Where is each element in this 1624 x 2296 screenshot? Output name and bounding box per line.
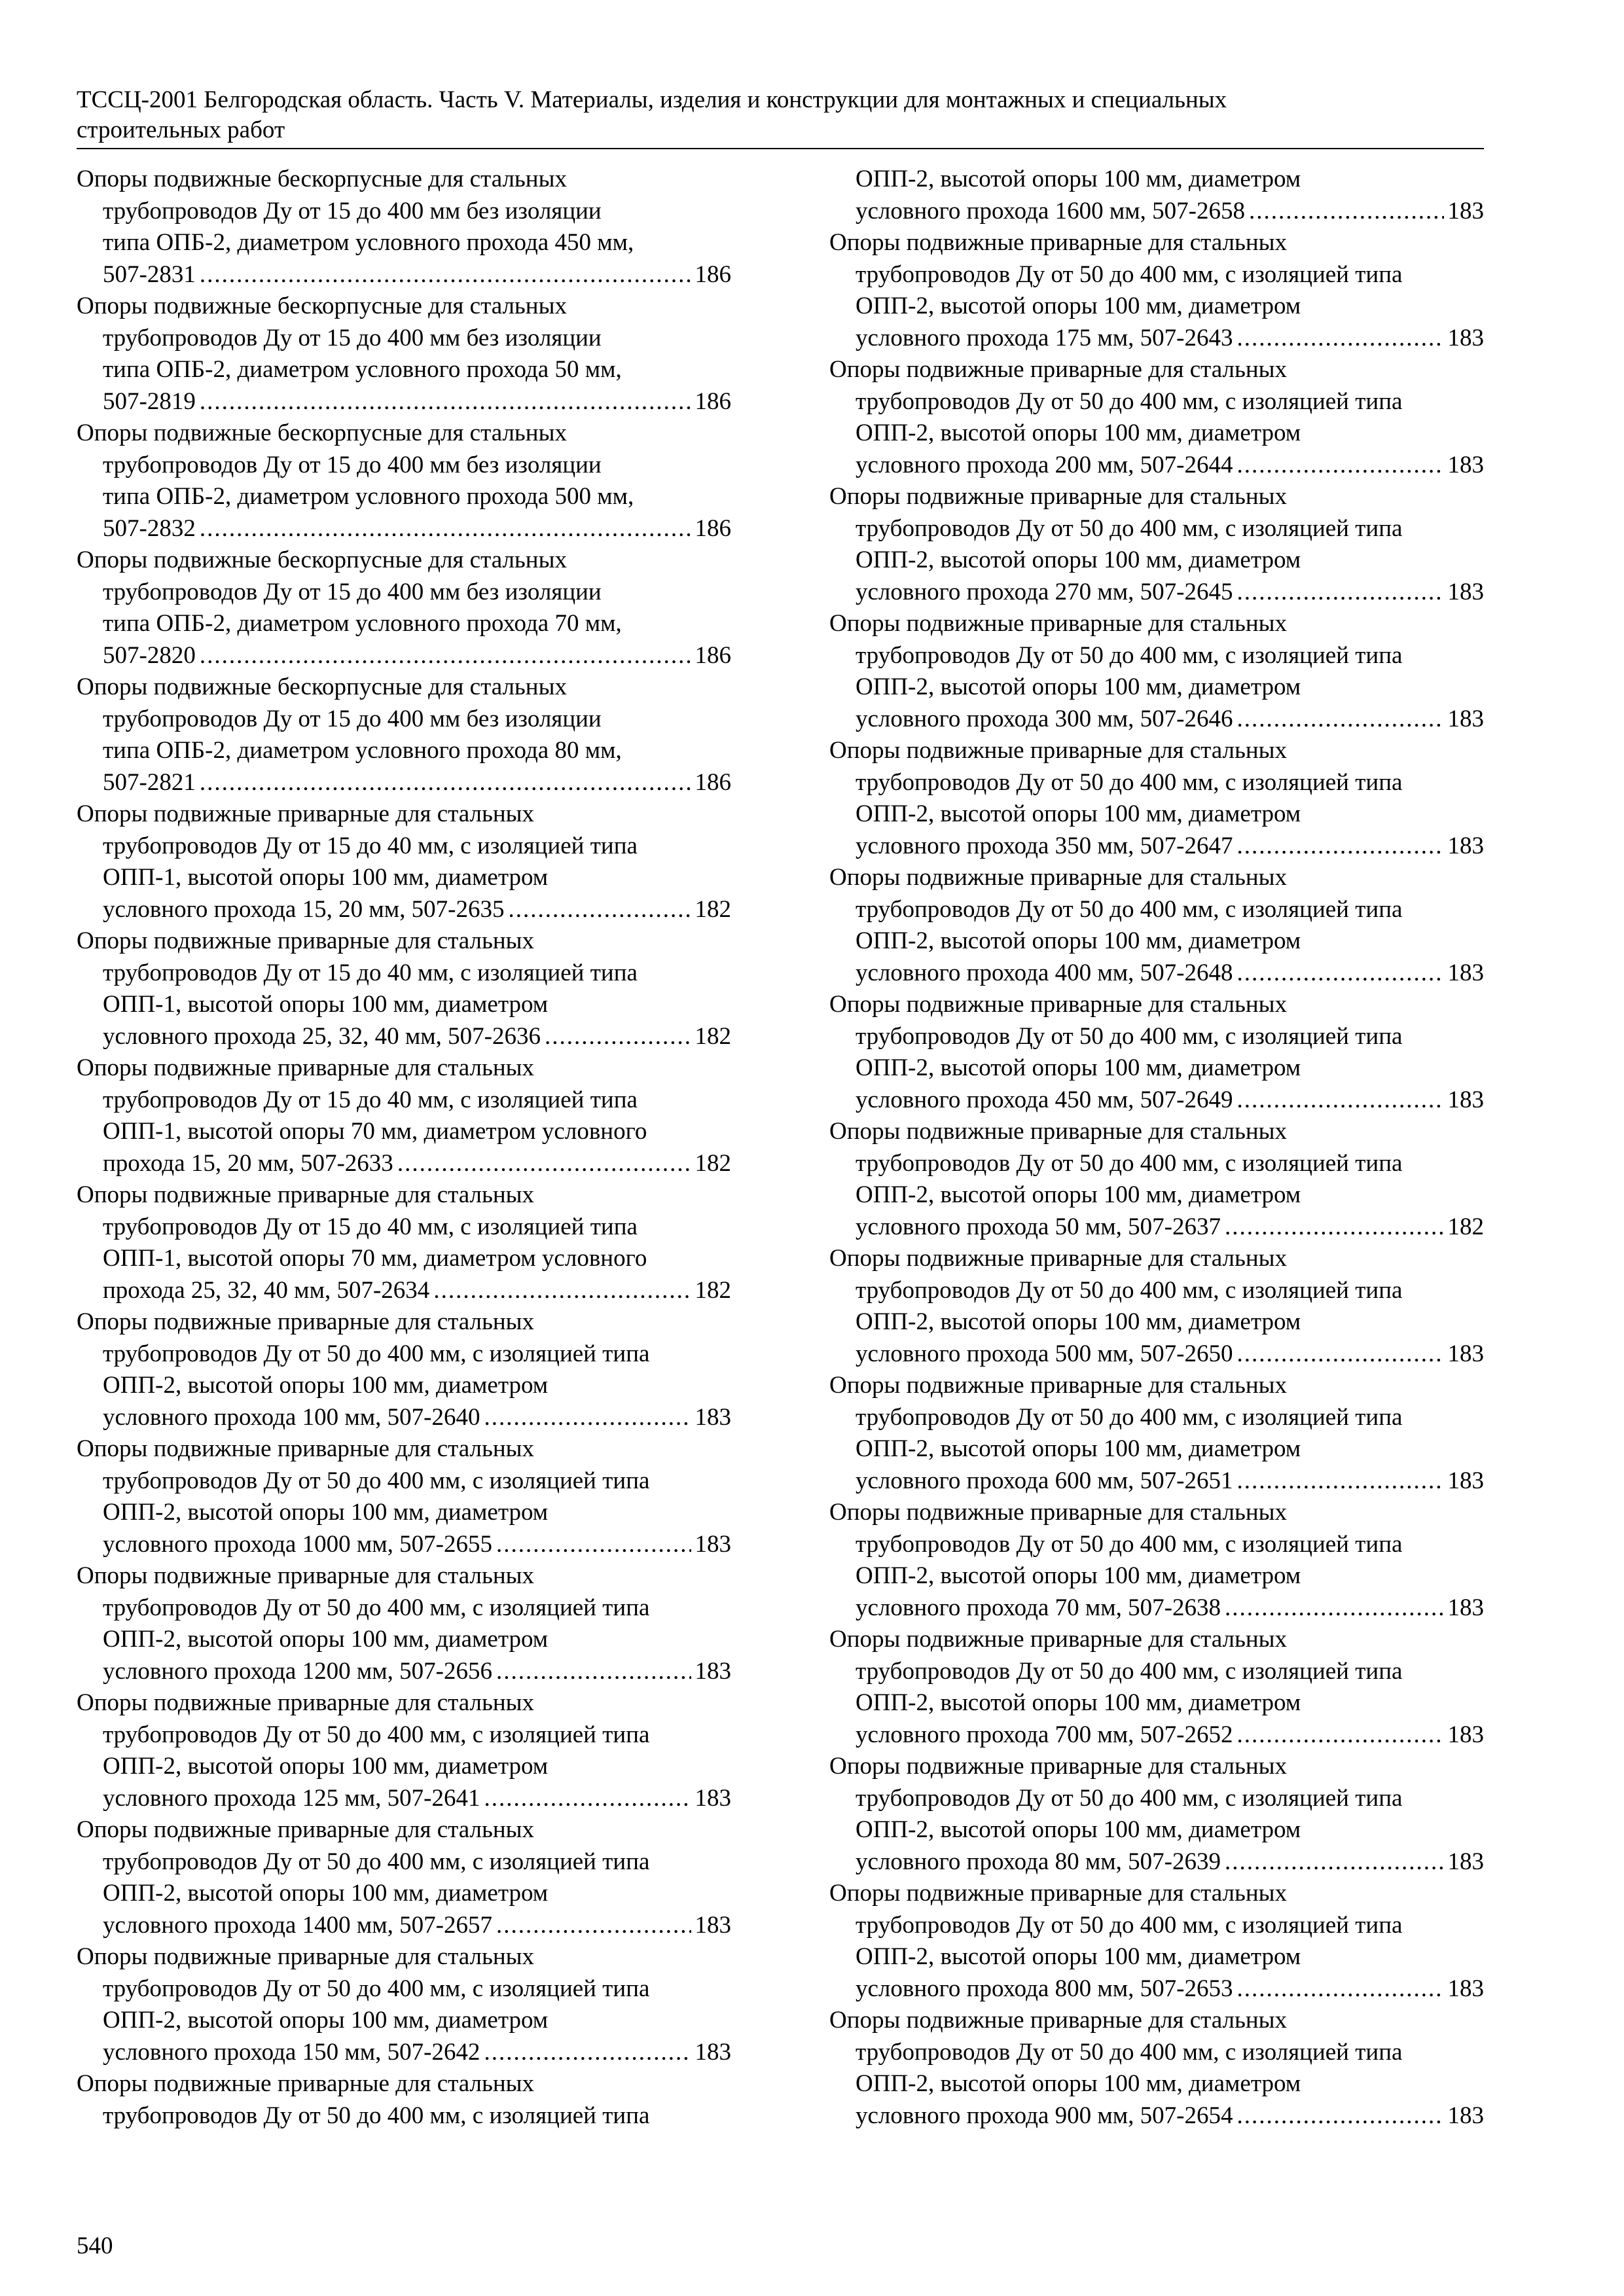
index-entry-text: ОПП-2, высотой опоры 100 мм, диаметром: [856, 1816, 1301, 1843]
index-entry: [829, 608, 1484, 735]
index-entry-text: трубопроводов Ду от 50 до 400 мм, с изоляцией типа: [856, 1276, 1403, 1304]
index-entry-text: условного прохода 150 мм, 507-2642: [103, 2038, 480, 2066]
dot-leader: [433, 1275, 691, 1307]
index-entry-last-line: [77, 1402, 731, 1434]
index-entry: [77, 798, 731, 925]
dot-leader: [508, 894, 691, 926]
index-entry-text: Опоры подвижные приварные для стальных: [829, 2007, 1288, 2034]
index-entry-text: Опоры подвижные приварные для стальных: [829, 356, 1288, 383]
index-entry: [77, 291, 731, 418]
index-entry: [829, 862, 1484, 989]
index-entry-page: 182: [695, 1276, 731, 1304]
index-entry-text: трубопроводов Ду от 15 до 40 мм, с изоляцией типа: [103, 1086, 638, 1113]
index-entry-text: Опоры подвижные приварные для стальных: [829, 991, 1288, 1018]
index-entry: [829, 164, 1484, 227]
index-entry-text: трубопроводов Ду от 50 до 400 мм, с изоляцией типа: [856, 641, 1403, 669]
index-entry-text: ОПП-2, высотой опоры 100 мм, диаметром: [856, 293, 1301, 319]
index-entry-text: трубопроводов Ду от 50 до 400 мм, с изоляцией типа: [103, 1340, 650, 1367]
index-entry-page: 186: [695, 514, 731, 542]
index-entry-text: трубопроводов Ду от 50 до 400 мм, с изоляцией типа: [103, 1721, 650, 1748]
page-number: 540: [77, 2233, 113, 2259]
index-entry-last-line: [77, 513, 731, 545]
index-entry-text: трубопроводов Ду от 50 до 400 мм, с изоляцией типа: [856, 1784, 1403, 1812]
index-entry-page: 183: [1447, 1340, 1484, 1367]
index-entry-text: типа ОПБ-2, диаметром условного прохода 450 мм,: [103, 229, 634, 256]
index-entry-text: трубопроводов Ду от 15 до 400 мм без изоляции: [103, 324, 602, 351]
index-entry-last-line: [77, 1910, 731, 1942]
index-entry-text: ОПП-1, высотой опоры 100 мм, диаметром: [103, 991, 549, 1018]
index-entry-text: условного прохода 300 мм, 507-2646: [856, 705, 1233, 732]
index-entry-page: 186: [695, 768, 731, 796]
dot-leader: [484, 2037, 691, 2069]
index-entry-text: ОПП-2, высотой опоры 100 мм, диаметром: [856, 420, 1301, 446]
index-entry-text: условного прохода 400 мм, 507-2648: [856, 959, 1233, 986]
dot-leader: [1236, 1465, 1443, 1498]
index-entry-page: 183: [695, 1784, 731, 1812]
index-entry-text: Опоры подвижные приварные для стальных: [829, 1626, 1288, 1653]
index-entry-text: Опоры подвижные приварные для стальных: [829, 610, 1288, 637]
index-entry-text: Опоры подвижные приварные для стальных: [829, 1499, 1288, 1526]
index-entry: [77, 164, 731, 291]
index-entry-last-line: [829, 958, 1484, 990]
index-entry-last-line: [829, 323, 1484, 355]
index-entry-text: условного прохода 800 мм, 507-2653: [856, 1975, 1233, 2002]
index-entry-page: 183: [1447, 1594, 1484, 1621]
index-entry-last-line: [77, 259, 731, 291]
index-entry-text: трубопроводов Ду от 50 до 400 мм, с изоляцией типа: [856, 1530, 1403, 1558]
index-entry-text: 507-2819: [103, 387, 196, 415]
index-entry-page: 183: [1447, 324, 1484, 351]
index-entry-text: условного прохода 500 мм, 507-2650: [856, 1340, 1233, 1367]
dot-leader: [1236, 958, 1443, 990]
index-entry-page: 183: [1447, 959, 1484, 986]
index-entry: [77, 2068, 731, 2132]
index-entry-text: трубопроводов Ду от 50 до 400 мм, с изоляцией типа: [103, 2102, 650, 2129]
index-entry-text: ОПП-2, высотой опоры 100 мм, диаметром: [856, 1308, 1301, 1335]
index-entry-text: условного прохода 200 мм, 507-2644: [856, 451, 1233, 478]
index-entry-last-line: [829, 2100, 1484, 2132]
index-entry: [77, 1433, 731, 1560]
index-entry-page: 183: [695, 1530, 731, 1558]
index-entry-text: условного прохода 70 мм, 507-2638: [856, 1594, 1221, 1621]
index-entry-text: ОПП-2, высотой опоры 100 мм, диаметром: [103, 1880, 549, 1907]
dot-leader: [200, 640, 691, 672]
index-entry: [829, 1624, 1484, 1751]
dot-leader: [1249, 196, 1444, 228]
index-entry-text: трубопроводов Ду от 50 до 400 мм, с изоляцией типа: [856, 1403, 1403, 1431]
index-entry-text: условного прохода 80 мм, 507-2639: [856, 1848, 1221, 1875]
index-entry-text: условного прохода 1400 мм, 507-2657: [103, 1911, 492, 1939]
header-title-line-2: строительных работ: [77, 117, 285, 143]
index-entry-text: трубопроводов Ду от 15 до 400 мм без изоляции: [103, 197, 602, 224]
index-entry-text: условного прохода 25, 32, 40 мм, 507-2636: [103, 1022, 541, 1050]
dot-leader: [1236, 1085, 1443, 1117]
index-entry-text: Опоры подвижные приварные для стальных: [829, 1118, 1288, 1145]
index-entry-text: трубопроводов Ду от 50 до 400 мм, с изоляцией типа: [856, 768, 1403, 796]
dot-leader: [484, 1402, 691, 1434]
index-entry-text: Опоры подвижные бескорпусные для стальных: [77, 420, 567, 446]
index-entry-text: типа ОПБ-2, диаметром условного прохода 70 мм,: [103, 610, 622, 637]
dot-leader: [200, 767, 691, 799]
index-entry-last-line: [829, 577, 1484, 609]
index-column-right: [829, 164, 1484, 2132]
index-entry-text: 507-2820: [103, 641, 196, 669]
index-entry: [829, 1370, 1484, 1497]
index-entry-text: ОПП-2, высотой опоры 100 мм, диаметром: [856, 1435, 1301, 1462]
index-entry-last-line: [829, 1592, 1484, 1624]
index-entry-text: 507-2832: [103, 514, 196, 542]
index-entry-text: ОПП-2, высотой опоры 100 мм, диаметром: [103, 1499, 549, 1526]
dot-leader: [200, 513, 691, 545]
index-entry: [829, 1116, 1484, 1243]
index-entry-text: трубопроводов Ду от 50 до 400 мм, с изоляцией типа: [103, 1594, 650, 1621]
index-entry-text: трубопроводов Ду от 50 до 400 мм, с изоляцией типа: [856, 514, 1403, 542]
dot-leader: [397, 1148, 691, 1180]
index-entry-page: 183: [1447, 832, 1484, 859]
index-entry-text: трубопроводов Ду от 50 до 400 мм, с изоляцией типа: [103, 1975, 650, 2002]
index-entry-text: 507-2821: [103, 768, 196, 796]
index-entry-last-line: [829, 1338, 1484, 1371]
index-entry-last-line: [77, 1275, 731, 1307]
index-entry-page: 183: [1447, 1848, 1484, 1875]
index-entry-text: Опоры подвижные приварные для стальных: [77, 1689, 535, 1716]
index-entry-text: трубопроводов Ду от 15 до 40 мм, с изоляцией типа: [103, 832, 638, 859]
index-entry-text: трубопроводов Ду от 50 до 400 мм, с изоляцией типа: [856, 2038, 1403, 2066]
index-entry: [77, 925, 731, 1052]
index-entry-page: 183: [1447, 1467, 1484, 1494]
index-entry-text: Опоры подвижные приварные для стальных: [77, 1943, 535, 1970]
dot-leader: [1236, 323, 1443, 355]
index-entry-text: условного прохода 1200 мм, 507-2656: [103, 1657, 492, 1685]
index-entry-text: Опоры подвижные приварные для стальных: [77, 1181, 535, 1208]
index-entry: [77, 1687, 731, 1814]
index-entry-last-line: [77, 767, 731, 799]
index-entry-last-line: [77, 1656, 731, 1688]
index-entry-text: трубопроводов Ду от 50 до 400 мм, с изоляцией типа: [103, 1848, 650, 1875]
index-entry-page: 183: [695, 1403, 731, 1431]
index-entry-text: условного прохода 600 мм, 507-2651: [856, 1467, 1233, 1494]
index-entry-text: Опоры подвижные приварные для стальных: [829, 1245, 1288, 1272]
index-entry-page: 183: [1447, 1086, 1484, 1113]
index-entry-text: условного прохода 100 мм, 507-2640: [103, 1403, 480, 1431]
index-entry-last-line: [77, 1021, 731, 1053]
index-entry-text: Опоры подвижные приварные для стальных: [829, 864, 1288, 891]
index-entry-text: Опоры подвижные приварные для стальных: [77, 1435, 535, 1462]
index-entry-text: условного прохода 175 мм, 507-2643: [856, 324, 1233, 351]
index-entry-page: 183: [1447, 705, 1484, 732]
index-entry-page: 183: [695, 1657, 731, 1685]
index-entry-page: 183: [1447, 2102, 1484, 2129]
dot-leader: [1236, 831, 1443, 863]
index-entry: [829, 481, 1484, 608]
index-entry-page: 186: [695, 260, 731, 288]
index-entry-last-line: [829, 450, 1484, 482]
index-entry-text: трубопроводов Ду от 50 до 400 мм, с изоляцией типа: [856, 1657, 1403, 1685]
index-entry: [77, 1941, 731, 2068]
index-entry-page: 182: [695, 895, 731, 923]
index-entry-text: ОПП-2, высотой опоры 100 мм, диаметром: [856, 927, 1301, 954]
index-entry-last-line: [829, 1973, 1484, 2005]
index-entry-last-line: [829, 831, 1484, 863]
index-entry-text: ОПП-2, высотой опоры 100 мм, диаметром: [856, 1181, 1301, 1208]
index-entry-text: Опоры подвижные приварные для стальных: [829, 737, 1288, 764]
index-entry-text: Опоры подвижные приварные для стальных: [829, 1880, 1288, 1907]
page-header: [77, 85, 1484, 149]
index-entry-text: трубопроводов Ду от 50 до 400 мм, с изоляцией типа: [856, 260, 1403, 288]
index-entry-text: ОПП-2, высотой опоры 100 мм, диаметром: [856, 2070, 1301, 2097]
index-entry-text: трубопроводов Ду от 15 до 400 мм без изоляции: [103, 705, 602, 732]
dot-leader: [1236, 1719, 1443, 1751]
header-title-line-1: ТССЦ-2001 Белгородская область. Часть V. Материалы, изделия и конструкции для монтажных и специальных: [77, 86, 1227, 113]
index-entry-text: ОПП-2, высотой опоры 100 мм, диаметром: [103, 1372, 549, 1399]
index-entry-text: трубопроводов Ду от 15 до 400 мм без изоляции: [103, 578, 602, 605]
index-entry: [77, 545, 731, 672]
index-entry-last-line: [77, 894, 731, 926]
index-entry-text: ОПП-1, высотой опоры 70 мм, диаметром условного: [103, 1245, 647, 1272]
index-entry-text: условного прохода 350 мм, 507-2647: [856, 832, 1233, 859]
index-entry-last-line: [829, 704, 1484, 736]
index-entry-text: ОПП-2, высотой опоры 100 мм, диаметром: [103, 2007, 549, 2034]
index-entry-text: трубопроводов Ду от 50 до 400 мм, с изоляцией типа: [856, 1149, 1403, 1177]
index-entry-text: условного прохода 450 мм, 507-2649: [856, 1086, 1233, 1113]
index-entry-page: 183: [695, 1911, 731, 1939]
index-entry-page: 183: [695, 2038, 731, 2066]
index-entry: [829, 354, 1484, 481]
index-entry-last-line: [77, 1529, 731, 1561]
index-entry-text: Опоры подвижные приварные для стальных: [829, 483, 1288, 510]
index-entry-text: типа ОПБ-2, диаметром условного прохода 50 мм,: [103, 356, 622, 383]
index-entry-page: 186: [695, 641, 731, 669]
index-entry-text: ОПП-2, высотой опоры 100 мм, диаметром: [856, 1689, 1301, 1716]
index-entry-text: условного прохода 900 мм, 507-2654: [856, 2102, 1233, 2129]
index-entry-text: ОПП-2, высотой опоры 100 мм, диаметром: [103, 1626, 549, 1653]
index-entry-text: Опоры подвижные приварные для стальных: [829, 1753, 1288, 1780]
index-entry-page: 182: [695, 1149, 731, 1177]
index-entry-text: трубопроводов Ду от 50 до 400 мм, с изоляцией типа: [103, 1467, 650, 1494]
dot-leader: [545, 1021, 691, 1053]
index-entry-text: прохода 15, 20 мм, 507-2633: [103, 1149, 393, 1177]
index-entry-text: ОПП-2, высотой опоры 100 мм, диаметром: [856, 800, 1301, 827]
dot-leader: [1236, 450, 1443, 482]
index-entry-page: 182: [1447, 1213, 1484, 1240]
index-entry-text: Опоры подвижные приварные для стальных: [829, 1372, 1288, 1399]
index-column-left: [77, 164, 731, 2132]
index-entry: [77, 418, 731, 545]
index-entry: [829, 989, 1484, 1116]
index-entry-text: Опоры подвижные приварные для стальных: [77, 1308, 535, 1335]
index-entry-last-line: [829, 1465, 1484, 1498]
index-entry-text: Опоры подвижные приварные для стальных: [77, 1816, 535, 1843]
index-entry: [829, 1497, 1484, 1624]
index-entry-text: Опоры подвижные приварные для стальных: [77, 1054, 535, 1081]
index-entry-text: Опоры подвижные бескорпусные для стальных: [77, 166, 567, 192]
index-entry: [77, 1560, 731, 1687]
index-entry-last-line: [829, 1211, 1484, 1244]
index-entry-text: условного прохода 700 мм, 507-2652: [856, 1721, 1233, 1748]
index-entry-last-line: [829, 196, 1484, 228]
index-entry: [77, 1814, 731, 1941]
index-entry-text: условного прохода 1000 мм, 507-2655: [103, 1530, 492, 1558]
index-entry-text: ОПП-2, высотой опоры 100 мм, диаметром: [856, 1943, 1301, 1970]
index-entry-last-line: [77, 2037, 731, 2069]
index-entry-page: 183: [1447, 1721, 1484, 1748]
index-entry-text: ОПП-2, высотой опоры 100 мм, диаметром: [856, 673, 1301, 700]
index-entry-text: ОПП-2, высотой опоры 100 мм, диаметром: [856, 1054, 1301, 1081]
dot-leader: [200, 259, 691, 291]
index-entry-text: типа ОПБ-2, диаметром условного прохода 80 мм,: [103, 737, 622, 764]
index-entry-text: Опоры подвижные приварные для стальных: [77, 927, 535, 954]
dot-leader: [1225, 1211, 1444, 1244]
dot-leader: [496, 1910, 691, 1942]
dot-leader: [1225, 1846, 1444, 1878]
index-entry-text: трубопроводов Ду от 15 до 40 мм, с изоляцией типа: [103, 959, 638, 986]
index-entry-page: 183: [1447, 451, 1484, 478]
index-entry-text: Опоры подвижные бескорпусные для стальных: [77, 547, 567, 573]
index-entry-last-line: [77, 1148, 731, 1180]
index-entry-text: условного прохода 125 мм, 507-2641: [103, 1784, 480, 1812]
dot-leader: [1236, 1338, 1443, 1371]
index-entry-last-line: [829, 1719, 1484, 1751]
index-entry: [829, 735, 1484, 862]
index-entry: [829, 227, 1484, 354]
index-entry-page: 183: [1447, 197, 1484, 224]
index-entry-text: типа ОПБ-2, диаметром условного прохода 500 мм,: [103, 483, 634, 510]
index-entry-text: трубопроводов Ду от 50 до 400 мм, с изоляцией типа: [856, 387, 1403, 415]
index-entry-text: Опоры подвижные бескорпусные для стальных: [77, 293, 567, 319]
index-entry-text: трубопроводов Ду от 50 до 400 мм, с изоляцией типа: [856, 1022, 1403, 1050]
dot-leader: [1225, 1592, 1444, 1624]
index-entry: [77, 672, 731, 798]
index-entry-text: ОПП-2, высотой опоры 100 мм, диаметром: [856, 166, 1301, 192]
index-entry: [829, 1751, 1484, 1878]
index-entry: [829, 1243, 1484, 1370]
index-entry-last-line: [77, 386, 731, 418]
index-entry: [829, 1878, 1484, 2005]
index-entry: [829, 2005, 1484, 2132]
index-entry-text: условного прохода 270 мм, 507-2645: [856, 578, 1233, 605]
dot-leader: [1236, 704, 1443, 736]
index-entry-text: ОПП-2, высотой опоры 100 мм, диаметром: [103, 1753, 549, 1780]
dot-leader: [200, 386, 691, 418]
dot-leader: [496, 1656, 691, 1688]
index-entry-text: трубопроводов Ду от 15 до 400 мм без изоляции: [103, 451, 602, 478]
index-entry: [77, 1306, 731, 1433]
index-entry-text: Опоры подвижные приварные для стальных: [77, 2070, 535, 2097]
index-entry-last-line: [829, 1846, 1484, 1878]
index-entry-text: Опоры подвижные приварные для стальных: [829, 229, 1288, 256]
dot-leader: [1236, 2100, 1443, 2132]
index-entry-text: Опоры подвижные приварные для стальных: [77, 1562, 535, 1589]
dot-leader: [1236, 1973, 1443, 2005]
index-entry: [77, 1179, 731, 1306]
index-entry-text: Опоры подвижные бескорпусные для стальных: [77, 673, 567, 700]
dot-leader: [484, 1783, 691, 1815]
index-entry-text: ОПП-2, высотой опоры 100 мм, диаметром: [856, 1562, 1301, 1589]
index-entry: [77, 1052, 731, 1179]
index-entry-page: 183: [1447, 1975, 1484, 2002]
index-entry-text: условного прохода 50 мм, 507-2637: [856, 1213, 1221, 1240]
index-entry-text: ОПП-1, высотой опоры 100 мм, диаметром: [103, 864, 549, 891]
index-entry-text: условного прохода 1600 мм, 507-2658: [856, 197, 1245, 224]
index-entry-text: условного прохода 15, 20 мм, 507-2635: [103, 895, 505, 923]
index-entry-text: трубопроводов Ду от 50 до 400 мм, с изоляцией типа: [856, 1911, 1403, 1939]
index-entry-last-line: [77, 1783, 731, 1815]
index-entry-page: 182: [695, 1022, 731, 1050]
index-entry-text: Опоры подвижные приварные для стальных: [77, 800, 535, 827]
dot-leader: [1236, 577, 1443, 609]
index-entry-last-line: [829, 1085, 1484, 1117]
index-entry-last-line: [77, 640, 731, 672]
index-entry-text: трубопроводов Ду от 15 до 40 мм, с изоляцией типа: [103, 1213, 638, 1240]
index-entry-text: трубопроводов Ду от 50 до 400 мм, с изоляцией типа: [856, 895, 1403, 923]
index-entry-text: ОПП-1, высотой опоры 70 мм, диаметром условного: [103, 1118, 647, 1145]
index-entry-text: прохода 25, 32, 40 мм, 507-2634: [103, 1276, 430, 1304]
index-entry-text: 507-2831: [103, 260, 196, 288]
index-entry-text: ОПП-2, высотой опоры 100 мм, диаметром: [856, 547, 1301, 573]
index-entry-page: 183: [1447, 578, 1484, 605]
index-entry-page: 186: [695, 387, 731, 415]
dot-leader: [496, 1529, 691, 1561]
